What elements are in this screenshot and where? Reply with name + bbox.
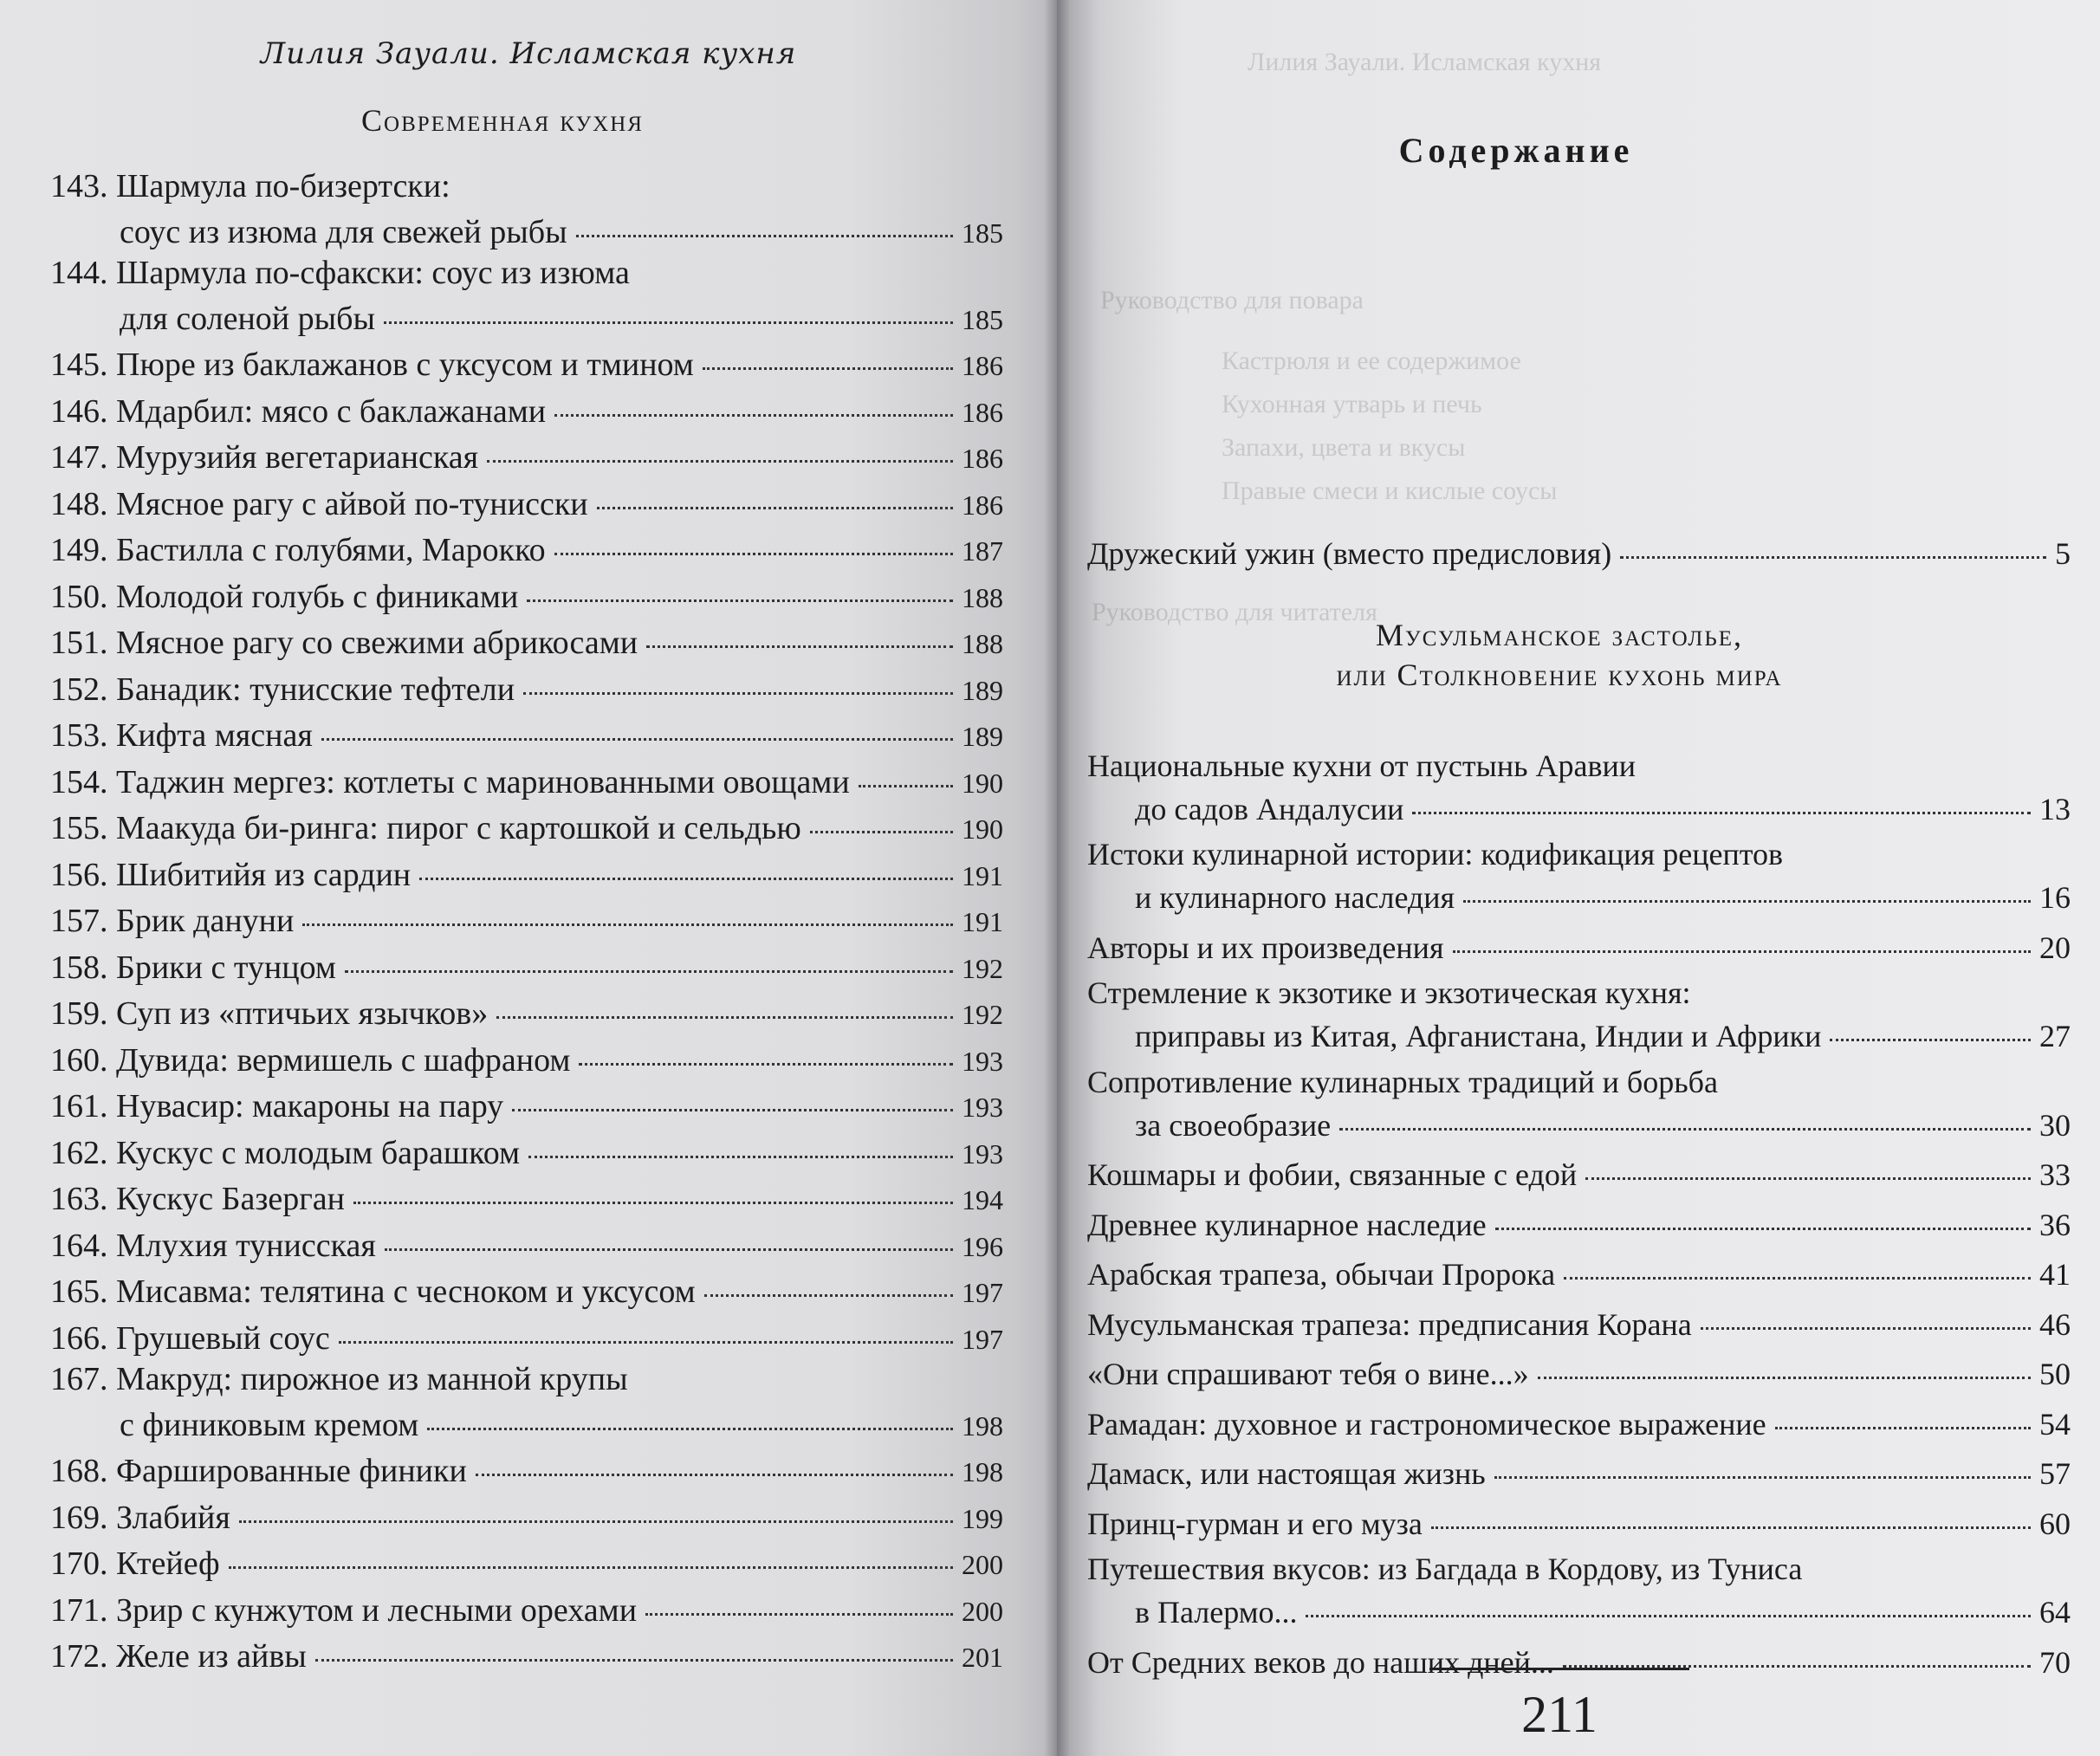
toc-entry — [50, 710, 1003, 757]
toc-entry-line-last — [50, 1081, 1003, 1128]
dot-leader — [384, 288, 953, 324]
toc-entry — [1087, 1202, 2071, 1245]
toc-entry-line-last — [50, 479, 1003, 526]
toc-entry — [50, 479, 1003, 526]
dot-leader — [353, 1169, 953, 1204]
toc-entry-line-last — [50, 1493, 1003, 1539]
entry-number: 145. — [50, 347, 108, 383]
entry-title: Авторы и их произведения — [1087, 930, 1444, 965]
entry-title: Мусульманская трапеза: предписания Корана — [1087, 1306, 1692, 1342]
entry-page-number: 196 — [962, 1230, 1003, 1262]
dot-leader — [1701, 1296, 2031, 1330]
dot-leader — [703, 334, 953, 370]
entry-page-number: 185 — [962, 303, 1003, 335]
entry-page-number: 193 — [962, 1137, 1003, 1170]
entry-number: 167. — [50, 1361, 108, 1397]
entry-title: Кошмары и фобии, связанные с едой — [1087, 1157, 1578, 1192]
dot-leader — [1306, 1584, 2031, 1617]
entry-title: с финиковым кремом — [120, 1406, 419, 1443]
entry-page-number: 186 — [962, 443, 1003, 474]
entry-page-number: 191 — [962, 906, 1003, 937]
toc-entry — [50, 1631, 1003, 1678]
entry-title: Дружеский ужин (вместо предисловия) — [1087, 536, 1612, 571]
toc-entry — [1087, 1450, 2071, 1494]
entry-title: Арабская трапеза, обычаи Пророка — [1087, 1257, 1556, 1292]
toc-entry-line-last — [50, 943, 1003, 989]
entry-number: 153. — [50, 717, 108, 754]
toc-entry — [1087, 924, 2071, 968]
toc-entry-line-last — [1087, 1500, 2071, 1544]
toc-entry-line-last — [50, 1313, 1003, 1360]
toc-entry-line-last — [50, 572, 1003, 619]
dot-leader — [1412, 781, 2031, 814]
dot-leader — [345, 937, 953, 973]
dot-leader — [1775, 1396, 2031, 1429]
entry-title: Рамадан: духовное и гастрономическое выражение — [1087, 1406, 1766, 1442]
dot-leader — [597, 474, 953, 509]
entry-number: 143. — [50, 168, 108, 204]
entry-page-number: 192 — [962, 999, 1003, 1030]
entry-title: Ктейеф — [116, 1545, 220, 1582]
toc-entry-line-last — [1087, 530, 2071, 573]
dot-leader — [229, 1533, 953, 1569]
page-number: 211 — [1521, 1686, 1598, 1743]
dot-leader — [859, 752, 953, 787]
show-through-text: Лилия Зауали. Исламская кухня — [1248, 48, 1602, 76]
contents-list — [1087, 530, 2071, 1688]
dot-leader — [239, 1487, 953, 1523]
dot-leader — [385, 1215, 953, 1251]
toc-entry — [50, 166, 1003, 253]
toc-entry — [50, 1128, 1003, 1175]
toc-entry — [50, 1585, 1003, 1632]
toc-entry-line-last — [1087, 1102, 2071, 1145]
toc-entry-line-last — [50, 1400, 1003, 1447]
toc-entry-line-last — [50, 525, 1003, 572]
entry-title: Нувасир: макароны на пару — [116, 1088, 504, 1124]
toc-entry — [50, 253, 1003, 340]
entry-page-number: 70 — [2039, 1644, 2071, 1680]
dot-leader — [554, 520, 953, 555]
dot-leader — [1339, 1097, 2031, 1131]
entry-page-number: 197 — [962, 1323, 1003, 1355]
entry-page-number: 186 — [962, 489, 1003, 521]
entry-number: 156. — [50, 856, 108, 893]
entry-page-number: 46 — [2039, 1306, 2071, 1342]
toc-entry — [1087, 1500, 2071, 1544]
entry-title: Мясное рагу с айвой по-тунисски — [116, 485, 588, 522]
entry-number: 150. — [50, 578, 108, 615]
entry-title: Мясное рагу со свежими абрикосами — [116, 625, 638, 661]
section-title-line-2: или Столкновение кухонь мира — [1336, 658, 1783, 692]
entry-number: 151. — [50, 625, 108, 661]
toc-entry-line-last — [50, 1221, 1003, 1267]
contents-entries — [1087, 747, 2071, 1682]
entry-page-number: 16 — [2039, 880, 2071, 915]
entry-title: Кускус Базерган — [116, 1181, 345, 1217]
entry-title: для соленой рыбы — [120, 300, 376, 337]
entry-title: Дувида: вермишель с шафраном — [116, 1041, 571, 1079]
entry-page-number: 186 — [962, 396, 1003, 428]
entry-page-number: 191 — [962, 859, 1003, 891]
entry-title: Пюре из баклажанов с уксусом и тмином — [116, 347, 694, 383]
toc-entry-line-last — [50, 386, 1003, 433]
toc-entry-line-last — [50, 618, 1003, 664]
entry-title: Зрир с кунжутом и лесными орехами — [116, 1591, 638, 1629]
contents-title: Содержание — [1398, 131, 1634, 170]
entry-title: Мдарбил: мясо с баклажанами — [116, 392, 547, 430]
show-through-text: Руководство для повара — [1100, 286, 1364, 314]
toc-entry — [50, 850, 1003, 897]
toc-entry — [50, 572, 1003, 619]
dot-leader — [1585, 1146, 2031, 1180]
toc-entry-line-last — [1087, 924, 2071, 968]
entry-title: «Они спрашивают тебя о вине...» — [1087, 1357, 1529, 1391]
entry-page-number: 36 — [2039, 1207, 2071, 1242]
entry-title: Шибитийя из сардин — [116, 856, 412, 893]
entry-page-number: 5 — [2055, 536, 2071, 571]
folio-rule — [1429, 1668, 1689, 1670]
toc-entry — [1087, 1251, 2071, 1294]
dot-leader — [1620, 525, 2046, 559]
dot-leader — [487, 427, 953, 463]
entry-title: Древнее кулинарное наследие — [1087, 1207, 1487, 1242]
dot-leader — [419, 845, 953, 880]
entry-title: приправы из Китая, Афганистана, Индии и Африки — [1135, 1019, 1822, 1053]
toc-entry — [50, 1313, 1003, 1360]
toc-entry — [1087, 747, 2071, 829]
show-through-text: Запахи, цвета и вкусы — [1222, 433, 1466, 462]
toc-entry-line-last — [1087, 1202, 2071, 1245]
dot-leader — [576, 202, 953, 237]
show-through-text: Правые смеси и кислые соусы — [1222, 476, 1558, 505]
toc-entry — [50, 1174, 1003, 1221]
entry-title: Сопротивление кулинарных традиций и борьба — [1087, 1064, 1718, 1099]
dot-leader — [1495, 1196, 2031, 1230]
entry-number: 155. — [50, 810, 108, 846]
entry-number: 160. — [50, 1041, 108, 1079]
entry-title: Таджин мергез: котлеты с маринованными овощами — [116, 763, 850, 800]
entry-page-number: 27 — [2039, 1019, 2071, 1053]
entry-title: Истоки кулинарной истории: кодификация рецептов — [1087, 837, 1783, 872]
dot-leader — [1463, 869, 2031, 903]
entry-title: Молодой голубь с финиками — [116, 578, 519, 615]
entry-title: Кифта мясная — [116, 717, 313, 754]
dot-leader — [579, 1030, 953, 1066]
entry-number: 162. — [50, 1134, 108, 1171]
toc-entry — [50, 988, 1003, 1035]
book-gutter — [1044, 0, 1070, 1756]
dot-leader — [315, 1626, 953, 1662]
entry-number: 144. — [50, 255, 108, 291]
entry-number: 146. — [50, 392, 108, 430]
dot-leader — [646, 612, 953, 648]
toc-entry-line-last — [1087, 1450, 2071, 1494]
entry-page-number: 197 — [962, 1277, 1003, 1308]
entry-page-number: 50 — [2039, 1357, 2071, 1391]
entry-title: Маакуда би-ринга: пирог с картошкой и сельдью — [116, 810, 801, 846]
entry-page-number: 186 — [962, 350, 1003, 381]
toc-entry-line-last — [50, 1035, 1003, 1082]
entry-number: 164. — [50, 1227, 108, 1264]
section-title: Современная кухня — [361, 103, 644, 138]
dot-leader — [302, 891, 953, 926]
entry-title: в Палермо... — [1135, 1595, 1298, 1630]
entry-number: 158. — [50, 949, 108, 986]
toc-entry — [50, 757, 1003, 804]
toc-entry-line-last — [50, 988, 1003, 1035]
toc-entry-line-last — [50, 850, 1003, 897]
toc-entry — [50, 1221, 1003, 1267]
toc-entry-line-last — [50, 1174, 1003, 1221]
entry-title: Фаршированные финики — [116, 1453, 467, 1489]
entry-title: Принц-гурман и его муза — [1087, 1506, 1423, 1541]
toc-entry-line-last — [50, 1267, 1003, 1313]
toc-entry-line-last — [50, 432, 1003, 479]
dot-leader — [321, 705, 953, 741]
entry-title: Национальные кухни от пустынь Аравии — [1087, 748, 1637, 783]
toc-entry-line-last — [50, 896, 1003, 943]
entry-number: 166. — [50, 1319, 108, 1357]
toc-entry — [1087, 1639, 2071, 1682]
entry-number: 154. — [50, 763, 108, 800]
entry-page-number: 190 — [962, 767, 1003, 799]
entry-page-number: 198 — [962, 1456, 1003, 1487]
dot-leader — [1538, 1345, 2031, 1379]
toc-entry — [50, 1539, 1003, 1585]
entry-page-number: 188 — [962, 628, 1003, 659]
dot-leader — [496, 983, 953, 1019]
toc-entry — [50, 896, 1003, 943]
entry-number: 163. — [50, 1181, 108, 1217]
dot-leader — [527, 567, 953, 602]
entry-page-number: 185 — [962, 217, 1003, 249]
toc-entry — [1087, 835, 2071, 917]
toc-entry — [50, 432, 1003, 479]
toc-entry-line-last — [50, 803, 1003, 850]
toc-entry — [1087, 974, 2071, 1056]
entry-title: Млухия тунисская — [116, 1227, 376, 1264]
toc-entry — [1087, 1401, 2071, 1444]
toc-entry-line-last — [50, 1585, 1003, 1632]
toc-entry — [50, 803, 1003, 850]
entry-title: Банадик: тунисские тефтели — [116, 671, 515, 708]
toc-entry-line-last — [50, 664, 1003, 711]
entry-number: 157. — [50, 903, 108, 939]
toc-entry-line-last — [50, 757, 1003, 804]
dot-leader — [523, 659, 953, 695]
entry-page-number: 13 — [2039, 791, 2071, 826]
toc-entry-line-last — [1087, 1013, 2071, 1056]
entry-title: Злабийя — [116, 1499, 230, 1536]
toc-entry-line-last — [50, 1128, 1003, 1175]
toc-entry — [50, 1359, 1003, 1446]
toc-entry — [1087, 1550, 2071, 1632]
entry-number: 147. — [50, 439, 108, 476]
entry-page-number: 30 — [2039, 1107, 2071, 1143]
toc-entry — [50, 386, 1003, 433]
dot-leader — [512, 1076, 953, 1111]
toc-entry-line-last — [1087, 786, 2071, 829]
entry-page-number: 189 — [962, 674, 1003, 706]
toc-entry — [1087, 1151, 2071, 1195]
toc-entry-line-last — [1087, 874, 2071, 917]
toc-entry-line-last — [50, 710, 1003, 757]
entry-number: 172. — [50, 1638, 108, 1675]
dot-leader — [554, 381, 953, 417]
show-through-text: Руководство для читателя — [1092, 598, 1377, 626]
entry-page-number: 189 — [962, 721, 1003, 752]
entry-title: Суп из «птичьих язычков» — [116, 995, 489, 1032]
entry-page-number: 200 — [962, 1595, 1003, 1627]
show-through-text: Кастрюля и ее содержимое — [1222, 347, 1521, 375]
entry-page-number: 198 — [962, 1409, 1003, 1442]
toc-entry — [50, 1035, 1003, 1082]
toc-entry — [50, 1446, 1003, 1493]
entry-page-number: 33 — [2039, 1157, 2071, 1192]
toc-entry — [50, 1081, 1003, 1128]
dot-leader — [704, 1261, 953, 1297]
entry-page-number: 193 — [962, 1092, 1003, 1123]
running-head: Лилия Зауали. Исламская кухня — [260, 36, 797, 71]
dot-leader — [645, 1580, 953, 1616]
entry-title: Шармула по-сфакски: соус из изюма — [116, 255, 630, 291]
toc-entry-line-last — [1087, 1589, 2071, 1632]
entry-page-number: 200 — [962, 1549, 1003, 1580]
entry-page-number: 60 — [2039, 1506, 2071, 1541]
entry-page-number: 20 — [2039, 930, 2071, 965]
entry-title: Брик дануни — [116, 903, 295, 939]
entry-number: 159. — [50, 995, 108, 1032]
entry-title: Грушевый соус — [116, 1319, 330, 1357]
entry-page-number: 201 — [962, 1642, 1003, 1673]
entry-title: соус из изюма для свежей рыбы — [120, 213, 567, 250]
entry-page-number: 194 — [962, 1184, 1003, 1215]
entry-number: 165. — [50, 1273, 108, 1310]
dot-leader — [1830, 1008, 2031, 1041]
toc-entry — [50, 1493, 1003, 1539]
section-title-line-1: Мусульманское застолье, — [1376, 618, 1743, 652]
toc-entry — [1087, 1301, 2071, 1345]
entry-title: Мурузийя вегетарианская — [116, 439, 479, 476]
toc-entry-line-last — [1087, 1151, 2071, 1195]
entry-title: От Средних веков до наших дней... — [1087, 1644, 1554, 1680]
toc-entry — [50, 618, 1003, 664]
toc-entry — [50, 664, 1003, 711]
toc-entry — [50, 943, 1003, 989]
entry-page-number: 57 — [2039, 1456, 2071, 1491]
toc-entry-line-last — [1087, 1301, 2071, 1345]
entry-page-number: 187 — [962, 535, 1003, 567]
toc-entry-line-last — [50, 294, 1003, 340]
dot-leader — [476, 1441, 953, 1476]
entry-title: Стремление к экзотике и экзотическая кухня: — [1087, 975, 1691, 1010]
toc-entry — [50, 525, 1003, 572]
dot-leader — [339, 1308, 953, 1344]
show-through-text: Кухонная утварь и печь — [1222, 390, 1482, 418]
entry-title: Макруд: пирожное из манной крупы — [116, 1361, 628, 1397]
entry-title: и кулинарного наследия — [1135, 880, 1455, 915]
entry-title: за своеобразие — [1135, 1107, 1332, 1143]
entry-page-number: 54 — [2039, 1406, 2071, 1442]
dot-leader — [427, 1395, 953, 1430]
entry-page-number: 190 — [962, 813, 1003, 845]
toc-entry — [1087, 530, 2071, 573]
toc-entry-line-last — [1087, 1351, 2071, 1394]
entry-title: Путешествия вкусов: из Багдада в Кордову, из Туниса — [1087, 1552, 1803, 1586]
entry-title: Брики с тунцом — [116, 949, 336, 986]
entry-title: Шармула по-бизертски: — [116, 168, 450, 204]
dot-leader — [528, 1123, 953, 1158]
contents-top-entries — [1087, 530, 2071, 573]
entry-page-number: 199 — [962, 1502, 1003, 1534]
dot-leader — [1563, 1634, 2031, 1668]
entry-number: 168. — [50, 1453, 108, 1489]
entry-number: 171. — [50, 1591, 108, 1629]
entry-page-number: 41 — [2039, 1257, 2071, 1292]
toc-entry-line-last — [1087, 1401, 2071, 1444]
entry-number: 149. — [50, 532, 108, 568]
toc-entry-line-last — [50, 1631, 1003, 1678]
entry-number: 170. — [50, 1545, 108, 1582]
recipe-list — [50, 166, 1003, 1678]
entry-title: Кускус с молодым барашком — [116, 1134, 521, 1171]
dot-leader — [1494, 1445, 2031, 1479]
toc-entry — [1087, 1351, 2071, 1394]
toc-entry-line-last — [1087, 1251, 2071, 1294]
dot-leader — [1564, 1246, 2031, 1280]
toc-entry — [50, 1267, 1003, 1313]
entry-number: 169. — [50, 1499, 108, 1536]
toc-entry-line-last — [50, 340, 1003, 386]
entry-number: 152. — [50, 671, 108, 708]
entry-title: Мисавма: телятина с чесноком и уксусом — [116, 1273, 696, 1310]
entry-title: Желе из айвы — [116, 1638, 307, 1675]
entry-number: 161. — [50, 1088, 108, 1124]
toc-entry — [50, 340, 1003, 386]
contents-section-title — [1213, 615, 1906, 695]
toc-entry-line-last — [50, 1539, 1003, 1585]
entry-page-number: 192 — [962, 952, 1003, 984]
entry-title: Бастилла с голубями, Марокко — [116, 532, 546, 568]
entry-title: Дамаск, или настоящая жизнь — [1087, 1456, 1486, 1491]
toc-entry-line-last — [1087, 1639, 2071, 1682]
dot-leader — [1431, 1495, 2031, 1529]
dot-leader — [810, 798, 953, 833]
entry-page-number: 64 — [2039, 1595, 2071, 1630]
entry-title: до садов Андалусии — [1135, 791, 1404, 826]
entry-page-number: 193 — [962, 1045, 1003, 1077]
toc-entry — [1087, 1063, 2071, 1145]
dot-leader — [1453, 919, 2031, 953]
toc-entry-line-last — [50, 207, 1003, 254]
toc-entry-line-last — [50, 1446, 1003, 1493]
entry-number: 148. — [50, 485, 108, 522]
entry-page-number: 188 — [962, 581, 1003, 613]
